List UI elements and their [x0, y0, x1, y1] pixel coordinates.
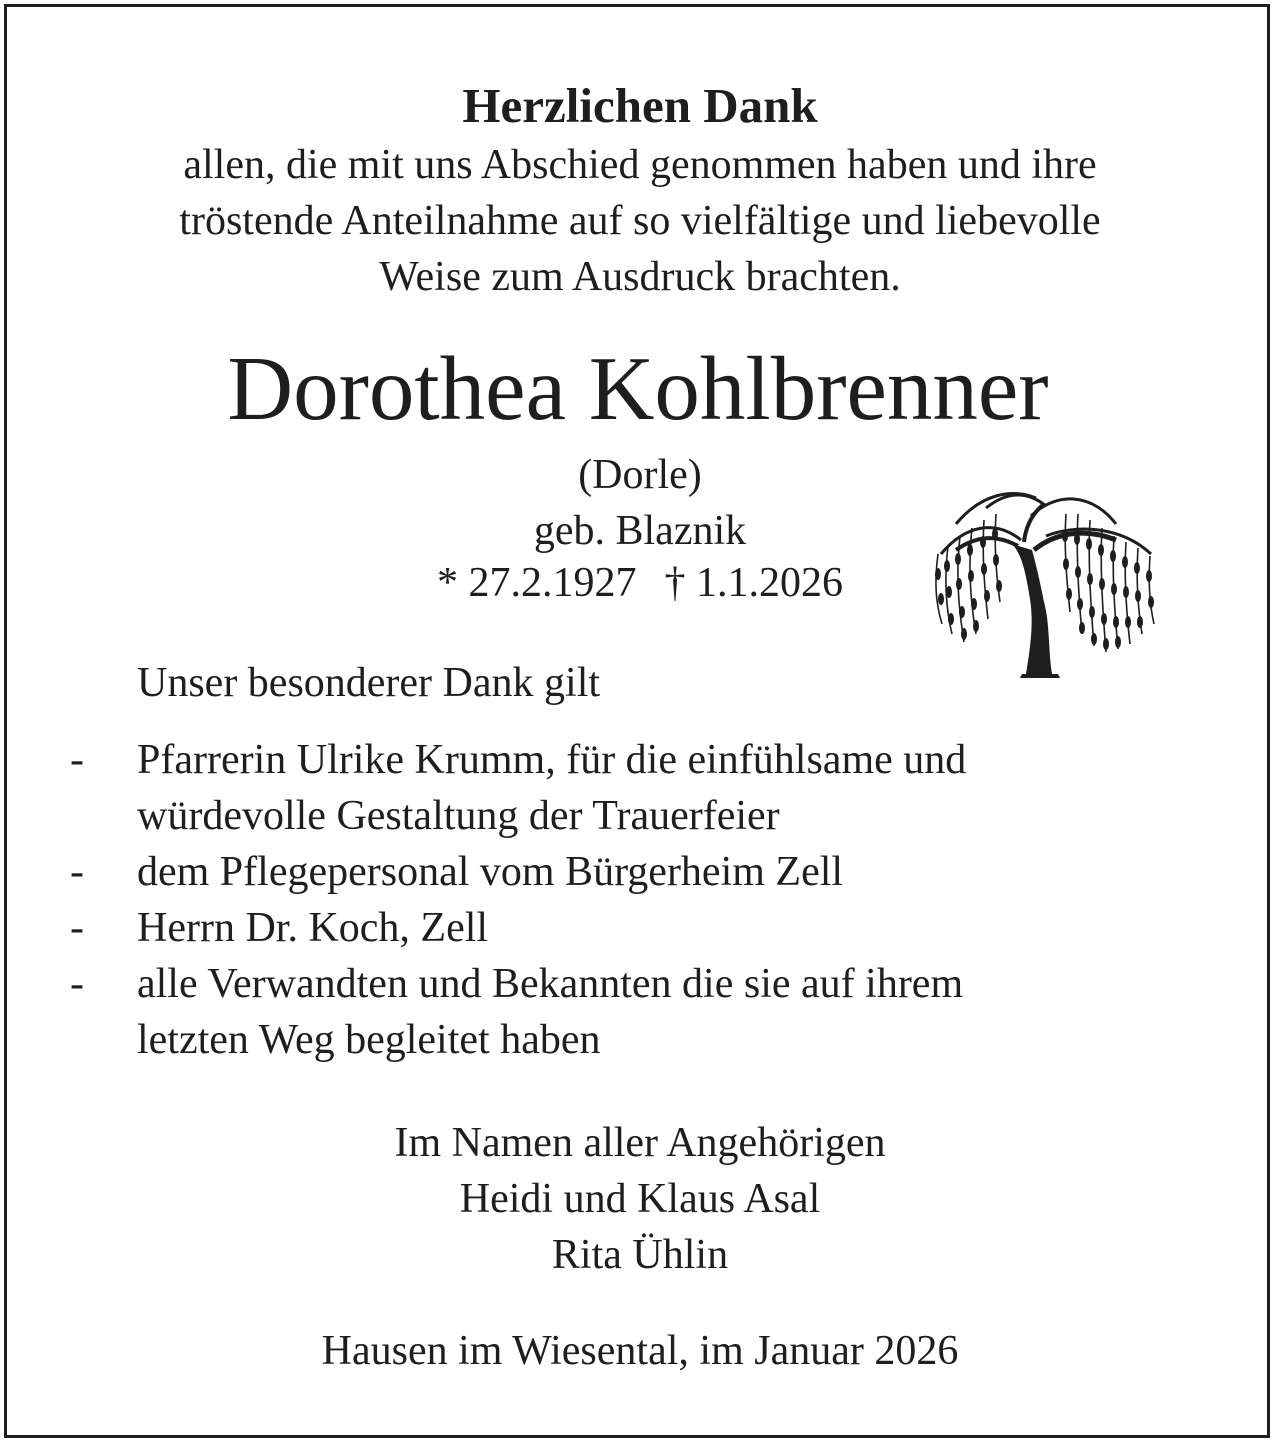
intro-line: Weise zum Ausdruck brachten.	[379, 254, 901, 300]
deceased-name: Dorothea Kohlbrenner	[227, 338, 1049, 439]
death-date: † 1.1.2026	[664, 560, 843, 606]
heading: Herzlichen Dank	[462, 78, 818, 133]
list-bullet: -	[70, 737, 84, 783]
list-bullet: -	[70, 905, 84, 951]
list-item	[0, 732, 1280, 844]
intro-text	[0, 137, 1280, 305]
place-date: Hausen im Wiesental, im Januar 2026	[321, 1328, 959, 1374]
list-item-text: dem Pflegepersonal vom Bürgerheim Zell	[137, 849, 844, 895]
list-item	[0, 956, 1280, 1068]
birth-name: geb. Blaznik	[533, 508, 747, 554]
signature	[0, 1115, 1280, 1283]
list-item-text: alle Verwandten und Bekannten die sie auf ihrem letzten Weg begleitet haben	[137, 961, 964, 1063]
list-item	[0, 900, 1280, 956]
signature-line: Heidi und Klaus Asal	[459, 1176, 821, 1222]
intro-line: allen, die mit uns Abschied genommen haben und ihre	[183, 142, 1097, 188]
list-bullet: -	[70, 849, 84, 895]
list-item	[0, 844, 1280, 900]
signature-line: Rita Ühlin	[551, 1232, 729, 1278]
signature-line: Im Namen aller Angehörigen	[394, 1120, 886, 1166]
list-item-text: Herrn Dr. Koch, Zell	[137, 905, 489, 951]
thanks-list	[0, 732, 1280, 1068]
list-bullet: -	[70, 961, 84, 1007]
birth-date: * 27.2.1927	[437, 560, 637, 606]
list-item-text: Pfarrerin Ulrike Krumm, für die einfühlsame und würdevolle Gestaltung der Trauerfeier	[137, 737, 967, 839]
willow-tree-icon	[926, 484, 1166, 680]
thanks-intro: Unser besonderer Dank gilt	[137, 660, 601, 706]
intro-line: tröstende Anteilnahme auf so vielfältige und liebevolle	[179, 198, 1101, 244]
nickname: (Dorle)	[578, 452, 702, 498]
